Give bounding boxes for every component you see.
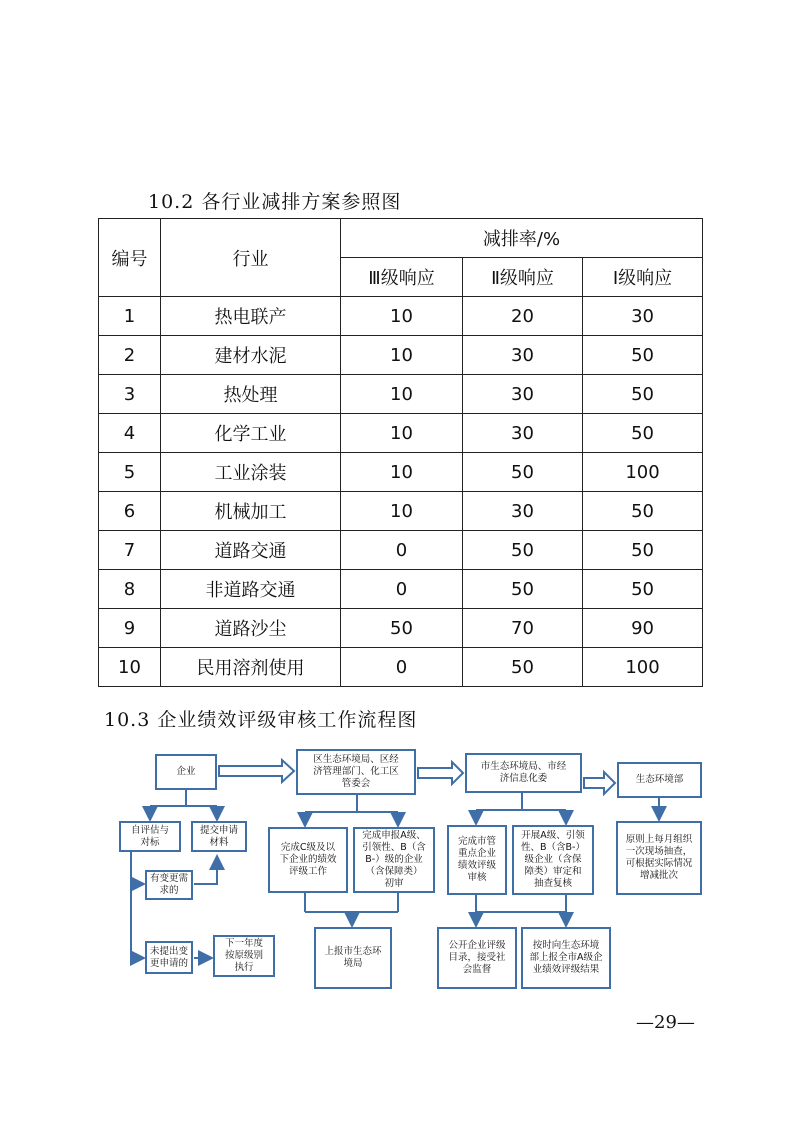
box-report-city: 上报市生态环 境局	[314, 927, 392, 989]
cell-level1: 90	[583, 609, 703, 648]
box-self-assess: 自评估与 对标	[119, 821, 181, 852]
cell-level2: 30	[463, 336, 583, 375]
cell-level2: 50	[463, 648, 583, 687]
box-ministry-check: 原则上每月组织 一次现场抽查， 可根据实际情况 增减批次	[616, 821, 702, 895]
cell-no: 7	[99, 531, 161, 570]
cell-level2: 50	[463, 531, 583, 570]
box-district-dept: 区生态环境局、区经 济管理部门、化工区 管委会	[296, 749, 416, 795]
header-rate: 减排率/%	[341, 219, 703, 258]
table-row	[99, 453, 703, 492]
arrow-enterprise-to-district	[219, 760, 294, 782]
box-city-a: 开展A级、引领 性、B（含B-） 级企业（含保 障类）审定和 抽查复核	[512, 825, 594, 895]
table-row	[99, 375, 703, 414]
cell-industry: 机械加工	[161, 492, 341, 531]
page-number: —29—	[636, 1012, 695, 1033]
box-no-change: 未提出变 更申请的	[145, 941, 193, 974]
cell-level1: 100	[583, 453, 703, 492]
header-industry: 行业	[161, 219, 341, 297]
cell-industry: 化学工业	[161, 414, 341, 453]
cell-level2: 30	[463, 492, 583, 531]
cell-level2: 50	[463, 453, 583, 492]
cell-level2: 30	[463, 375, 583, 414]
header-no: 编号	[99, 219, 161, 297]
cell-industry: 热处理	[161, 375, 341, 414]
cell-level1: 50	[583, 570, 703, 609]
table-row	[99, 609, 703, 648]
table-row	[99, 297, 703, 336]
cell-industry: 道路沙尘	[161, 609, 341, 648]
line-enterprise-split	[150, 790, 217, 806]
cell-no: 4	[99, 414, 161, 453]
header-level1: Ⅰ级响应	[583, 258, 703, 297]
header-level2: Ⅱ级响应	[463, 258, 583, 297]
cell-industry: 工业涂装	[161, 453, 341, 492]
box-publish: 公开企业评级 目录，接受社 会监督	[437, 927, 517, 989]
cell-level2: 30	[463, 414, 583, 453]
cell-industry: 道路交通	[161, 531, 341, 570]
cell-level1: 50	[583, 336, 703, 375]
line-need-change-to-submit	[194, 856, 217, 884]
table-row	[99, 648, 703, 687]
box-submit-apply: 提交申请 材料	[191, 821, 247, 852]
cell-no: 3	[99, 375, 161, 414]
cell-industry: 非道路交通	[161, 570, 341, 609]
header-level3: Ⅲ级响应	[341, 258, 463, 297]
cell-level3: 10	[341, 492, 463, 531]
cell-level2: 50	[463, 570, 583, 609]
cell-level3: 10	[341, 336, 463, 375]
box-need-change: 有变更需 求的	[145, 870, 193, 900]
cell-industry: 热电联产	[161, 297, 341, 336]
cell-no: 10	[99, 648, 161, 687]
table-row	[99, 414, 703, 453]
box-district-c: 完成C级及以 下企业的绩效 评级工作	[268, 827, 348, 893]
cell-level3: 0	[341, 531, 463, 570]
cell-no: 9	[99, 609, 161, 648]
cell-level1: 30	[583, 297, 703, 336]
cell-level1: 50	[583, 414, 703, 453]
box-city-key: 完成市管 重点企业 绩效评级 审核	[447, 825, 507, 895]
cell-level3: 10	[341, 453, 463, 492]
line-city-merge	[476, 894, 566, 912]
line-district-merge	[305, 892, 398, 926]
cell-level3: 10	[341, 297, 463, 336]
table-row	[99, 531, 703, 570]
cell-level3: 0	[341, 648, 463, 687]
arrow-district-to-city	[418, 762, 463, 784]
cell-no: 5	[99, 453, 161, 492]
line-city-split	[476, 793, 566, 810]
emission-reduction-table	[98, 218, 703, 687]
box-report-ministry: 按时向生态环境 部上报全市A级企 业绩效评级结果	[521, 927, 611, 989]
box-enterprise: 企业	[155, 754, 217, 790]
box-district-a: 完成申报A级、 引领性、B（含 B-）级的企业 （含保障类） 初审	[353, 827, 435, 893]
cell-level2: 70	[463, 609, 583, 648]
cell-level3: 0	[341, 570, 463, 609]
table-row	[99, 492, 703, 531]
cell-no: 8	[99, 570, 161, 609]
cell-level1: 100	[583, 648, 703, 687]
arrow-city-to-ministry	[584, 772, 615, 794]
box-city-dept: 市生态环境局、市经 济信息化委	[465, 753, 582, 793]
table-row	[99, 570, 703, 609]
box-eco-ministry: 生态环境部	[617, 762, 702, 798]
section-10-3-title: 10.3 企业绩效评级审核工作流程图	[104, 709, 418, 731]
cell-no: 2	[99, 336, 161, 375]
cell-industry: 建材水泥	[161, 336, 341, 375]
cell-no: 1	[99, 297, 161, 336]
cell-level3: 10	[341, 414, 463, 453]
cell-level1: 50	[583, 492, 703, 531]
box-next-year: 下一年度 按原级别 执行	[213, 935, 275, 977]
cell-level3: 10	[341, 375, 463, 414]
section-10-2-title: 10.2 各行业减排方案参照图	[148, 191, 402, 213]
table-row	[99, 336, 703, 375]
cell-level1: 50	[583, 375, 703, 414]
cell-level1: 50	[583, 531, 703, 570]
cell-level2: 20	[463, 297, 583, 336]
cell-industry: 民用溶剂使用	[161, 648, 341, 687]
cell-no: 6	[99, 492, 161, 531]
cell-level3: 50	[341, 609, 463, 648]
line-district-split	[305, 794, 398, 812]
